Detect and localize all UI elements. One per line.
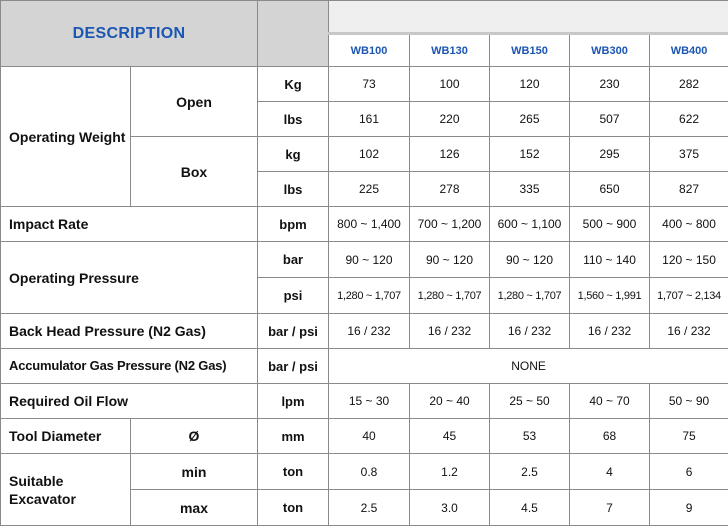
model-header: WB150 bbox=[490, 34, 570, 67]
value-cell: 120 bbox=[490, 67, 570, 102]
table-row bbox=[1, 349, 728, 384]
box-label: Box bbox=[131, 137, 258, 207]
model-header: WB100 bbox=[329, 34, 410, 67]
open-label: Open bbox=[131, 67, 258, 137]
unit-cell: bpm bbox=[258, 207, 329, 242]
model-header: WB300 bbox=[570, 34, 650, 67]
tool-diameter-label: Tool Diameter bbox=[1, 419, 131, 454]
model-strip bbox=[329, 1, 728, 34]
impact-rate-label: Impact Rate bbox=[1, 207, 258, 242]
value-cell: 16 / 232 bbox=[329, 314, 410, 349]
value-cell: 102 bbox=[329, 137, 410, 172]
value-cell: 50 ~ 90 bbox=[650, 384, 728, 419]
value-cell: 90 ~ 120 bbox=[329, 242, 410, 278]
value-cell: 110 ~ 140 bbox=[570, 242, 650, 278]
value-cell: 126 bbox=[410, 137, 490, 172]
unit-cell: lbs bbox=[258, 172, 329, 207]
unit-cell: ton bbox=[258, 454, 329, 490]
value-cell: 335 bbox=[490, 172, 570, 207]
value-cell: 15 ~ 30 bbox=[329, 384, 410, 419]
value-cell: 282 bbox=[650, 67, 728, 102]
required-oil-flow-label: Required Oil Flow bbox=[1, 384, 258, 419]
value-cell: 0.8 bbox=[329, 454, 410, 490]
value-cell: 827 bbox=[650, 172, 728, 207]
value-cell: 1,560 ~ 1,991 bbox=[570, 278, 650, 314]
value-cell: 220 bbox=[410, 102, 490, 137]
value-cell: 25 ~ 50 bbox=[490, 384, 570, 419]
value-cell: 4.5 bbox=[490, 490, 570, 526]
value-cell: 4 bbox=[570, 454, 650, 490]
value-cell: 40 bbox=[329, 419, 410, 454]
model-header: WB130 bbox=[410, 34, 490, 67]
unit-header bbox=[258, 1, 329, 67]
table-row bbox=[1, 207, 728, 242]
value-cell: 2.5 bbox=[329, 490, 410, 526]
back-head-pressure-label: Back Head Pressure (N2 Gas) bbox=[1, 314, 258, 349]
value-cell: 1,280 ~ 1,707 bbox=[329, 278, 410, 314]
value-cell: 161 bbox=[329, 102, 410, 137]
accumulator-gas-pressure-label: Accumulator Gas Pressure (N2 Gas) bbox=[1, 349, 258, 384]
operating-pressure-label: Operating Pressure bbox=[1, 242, 258, 314]
value-cell: NONE bbox=[329, 349, 728, 384]
value-cell: 75 bbox=[650, 419, 728, 454]
unit-cell: bar / psi bbox=[258, 349, 329, 384]
value-cell: 53 bbox=[490, 419, 570, 454]
value-cell: 16 / 232 bbox=[650, 314, 728, 349]
value-cell: 500 ~ 900 bbox=[570, 207, 650, 242]
diameter-symbol: Ø bbox=[131, 419, 258, 454]
value-cell: 650 bbox=[570, 172, 650, 207]
table-row bbox=[1, 314, 728, 349]
table-row bbox=[1, 384, 728, 419]
value-cell: 6 bbox=[650, 454, 728, 490]
value-cell: 45 bbox=[410, 419, 490, 454]
unit-cell: lpm bbox=[258, 384, 329, 419]
table-row bbox=[1, 242, 728, 278]
value-cell: 800 ~ 1,400 bbox=[329, 207, 410, 242]
unit-cell: kg bbox=[258, 137, 329, 172]
value-cell: 265 bbox=[490, 102, 570, 137]
table-row bbox=[1, 419, 728, 454]
suitable-excavator-label: Suitable Excavator bbox=[1, 454, 131, 526]
value-cell: 40 ~ 70 bbox=[570, 384, 650, 419]
unit-cell: bar / psi bbox=[258, 314, 329, 349]
value-cell: 90 ~ 120 bbox=[490, 242, 570, 278]
unit-cell: mm bbox=[258, 419, 329, 454]
value-cell: 295 bbox=[570, 137, 650, 172]
value-cell: 152 bbox=[490, 137, 570, 172]
value-cell: 600 ~ 1,100 bbox=[490, 207, 570, 242]
min-label: min bbox=[131, 454, 258, 490]
value-cell: 100 bbox=[410, 67, 490, 102]
value-cell: 7 bbox=[570, 490, 650, 526]
unit-cell: ton bbox=[258, 490, 329, 526]
table-row bbox=[1, 67, 728, 102]
value-cell: 1.2 bbox=[410, 454, 490, 490]
table-row bbox=[1, 454, 728, 490]
value-cell: 700 ~ 1,200 bbox=[410, 207, 490, 242]
value-cell: 120 ~ 150 bbox=[650, 242, 728, 278]
value-cell: 20 ~ 40 bbox=[410, 384, 490, 419]
value-cell: 16 / 232 bbox=[490, 314, 570, 349]
value-cell: 2.5 bbox=[490, 454, 570, 490]
description-header: DESCRIPTION bbox=[1, 1, 258, 67]
value-cell: 1,280 ~ 1,707 bbox=[410, 278, 490, 314]
value-cell: 9 bbox=[650, 490, 728, 526]
unit-cell: psi bbox=[258, 278, 329, 314]
max-label: max bbox=[131, 490, 258, 526]
unit-cell: bar bbox=[258, 242, 329, 278]
value-cell: 230 bbox=[570, 67, 650, 102]
value-cell: 278 bbox=[410, 172, 490, 207]
value-cell: 68 bbox=[570, 419, 650, 454]
unit-cell: Kg bbox=[258, 67, 329, 102]
value-cell: 622 bbox=[650, 102, 728, 137]
operating-weight-label: Operating Weight bbox=[1, 67, 131, 207]
value-cell: 73 bbox=[329, 67, 410, 102]
value-cell: 375 bbox=[650, 137, 728, 172]
unit-cell: lbs bbox=[258, 102, 329, 137]
value-cell: 16 / 232 bbox=[570, 314, 650, 349]
header-row bbox=[1, 1, 728, 34]
value-cell: 3.0 bbox=[410, 490, 490, 526]
value-cell: 225 bbox=[329, 172, 410, 207]
value-cell: 400 ~ 800 bbox=[650, 207, 728, 242]
value-cell: 1,707 ~ 2,134 bbox=[650, 278, 728, 314]
value-cell: 90 ~ 120 bbox=[410, 242, 490, 278]
model-header: WB400 bbox=[650, 34, 728, 67]
value-cell: 1,280 ~ 1,707 bbox=[490, 278, 570, 314]
value-cell: 507 bbox=[570, 102, 650, 137]
value-cell: 16 / 232 bbox=[410, 314, 490, 349]
